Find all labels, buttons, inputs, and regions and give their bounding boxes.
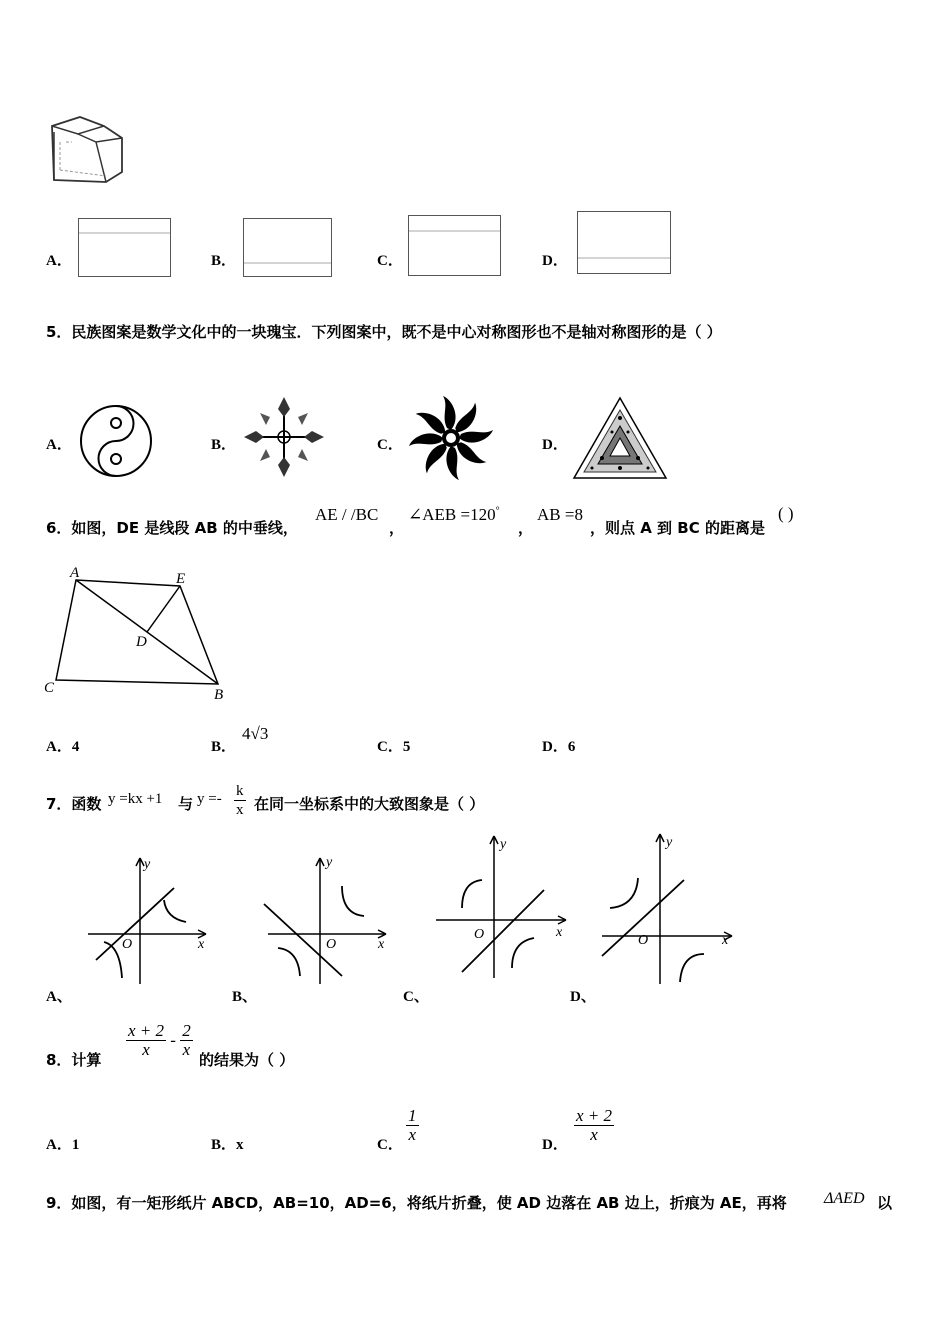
q4-option-b-label[interactable]: B． xyxy=(211,253,237,269)
q4-option-d-figure xyxy=(577,211,672,275)
q7-function-inverse-frac: $\frac{k}{x}$ xyxy=(236,783,244,818)
origin-label: O xyxy=(638,933,649,948)
q8-question-prefix: 8．计算 xyxy=(46,1051,102,1069)
q6-option-a[interactable]: A．4 xyxy=(46,739,80,755)
q7-graph-d xyxy=(598,830,738,986)
q6-condition-parallel: AE / /BC xyxy=(315,505,379,524)
q7-function-linear: y =kx +1 xyxy=(108,791,163,807)
q9-question-tail: 以 xyxy=(877,1194,893,1212)
q7-function-inverse-left: y =- xyxy=(197,791,222,807)
q6-option-b-value: 4√3 xyxy=(242,724,269,743)
point-b-label: B xyxy=(214,687,224,703)
origin-label: O xyxy=(326,937,337,952)
axis-x-label: x xyxy=(556,925,563,940)
q6-separator-1: ， xyxy=(389,519,405,537)
q6-condition-length: AB =8 xyxy=(537,505,583,524)
q8-frac-2: $\frac{2}{x}$ xyxy=(182,1021,191,1059)
q5-option-b-label[interactable]: B． xyxy=(211,437,237,453)
q5-option-c-label[interactable]: C． xyxy=(377,437,403,453)
q4-option-a-figure xyxy=(78,218,172,278)
q7-connector: 与 xyxy=(178,795,194,813)
q9-question-text: 9．如图，有一矩形纸片 ABCD，AB=10，AD=6，将纸片折叠，使 AD 边落在 AB 边上，折痕为 AE，再将 xyxy=(46,1194,787,1212)
origin-label: O xyxy=(122,937,133,952)
q9-triangle-symbol: ΔAED xyxy=(824,1190,865,1207)
q5-triangle-pattern-figure xyxy=(572,396,668,480)
q6-question-prefix: 6．如图，DE 是线段 AB 的中垂线， xyxy=(46,519,298,537)
q4-solid-figure xyxy=(46,112,126,187)
q6-option-d[interactable]: D．6 xyxy=(542,739,576,755)
axis-y-label: y xyxy=(144,857,151,872)
q7-option-b-label[interactable]: B、 xyxy=(232,989,258,1005)
q8-option-d-label[interactable]: D． xyxy=(542,1137,568,1153)
point-a-label: A xyxy=(70,565,80,581)
q5-yin-yang-figure xyxy=(78,403,154,479)
q6-answer-paren: ( ) xyxy=(778,504,794,523)
q7-graph-a xyxy=(80,852,216,988)
q7-option-d-label[interactable]: D、 xyxy=(570,989,596,1005)
point-e-label: E xyxy=(176,571,186,587)
q6-separator-2: ， xyxy=(518,519,534,537)
q7-question-prefix: 7．函数 xyxy=(46,795,102,813)
q8-option-d-frac: $\frac{x + 2}{x}$ xyxy=(576,1106,613,1144)
q6-question-suffix: ，则点 A 到 BC 的距离是 xyxy=(590,519,765,537)
q8-question-suffix: 的结果为（ ） xyxy=(199,1051,295,1069)
point-c-label: C xyxy=(44,680,55,696)
q7-option-c-label[interactable]: C、 xyxy=(403,989,429,1005)
axis-y-label: y xyxy=(326,855,333,870)
q6-geometry-figure xyxy=(40,562,240,702)
q4-option-d-label[interactable]: D． xyxy=(542,253,568,269)
q5-question-text: 5．民族图案是数学文化中的一块瑰宝．下列图案中，既不是中心对称图形也不是轴对称图形的是（ ） xyxy=(46,323,722,341)
q7-graph-c xyxy=(432,832,572,980)
q5-option-d-label[interactable]: D． xyxy=(542,437,568,453)
q5-option-a-label[interactable]: A． xyxy=(46,437,72,453)
q6-condition-angle: ∠AEB =120° xyxy=(408,505,500,524)
q5-pinwheel-figure xyxy=(406,393,496,483)
q8-expression: $\frac{x + 2}{x}$ - $\frac{2}{x}$ xyxy=(128,1021,191,1059)
axis-y-label: y xyxy=(666,835,673,850)
q6-option-c[interactable]: C．5 xyxy=(377,739,411,755)
q8-option-c-label[interactable]: C． xyxy=(377,1137,403,1153)
q8-option-c-frac: $\frac{1}{x}$ xyxy=(408,1106,417,1144)
q4-option-c-figure xyxy=(408,215,502,277)
q8-option-b[interactable]: B．x xyxy=(211,1137,244,1153)
origin-label: O xyxy=(474,927,485,942)
axis-x-label: x xyxy=(722,933,729,948)
degree-sign: ° xyxy=(495,505,500,517)
axis-x-label: x xyxy=(378,937,385,952)
axis-y-label: y xyxy=(500,837,507,852)
q8-frac-1: $\frac{x + 2}{x}$ xyxy=(128,1021,165,1059)
q7-graph-b xyxy=(260,852,396,988)
q4-option-a-label[interactable]: A． xyxy=(46,253,72,269)
point-d-label: D xyxy=(136,634,147,650)
q8-option-a[interactable]: A．1 xyxy=(46,1137,80,1153)
axis-x-label: x xyxy=(198,937,205,952)
q4-option-c-label[interactable]: C． xyxy=(377,253,403,269)
q6-option-b-label[interactable]: B． xyxy=(211,739,237,755)
q4-option-b-figure xyxy=(243,218,333,278)
q7-question-suffix: 在同一坐标系中的大致图象是（ ） xyxy=(254,795,485,813)
q7-option-a-label[interactable]: A、 xyxy=(46,989,72,1005)
q5-flower-cross-figure xyxy=(242,395,326,479)
